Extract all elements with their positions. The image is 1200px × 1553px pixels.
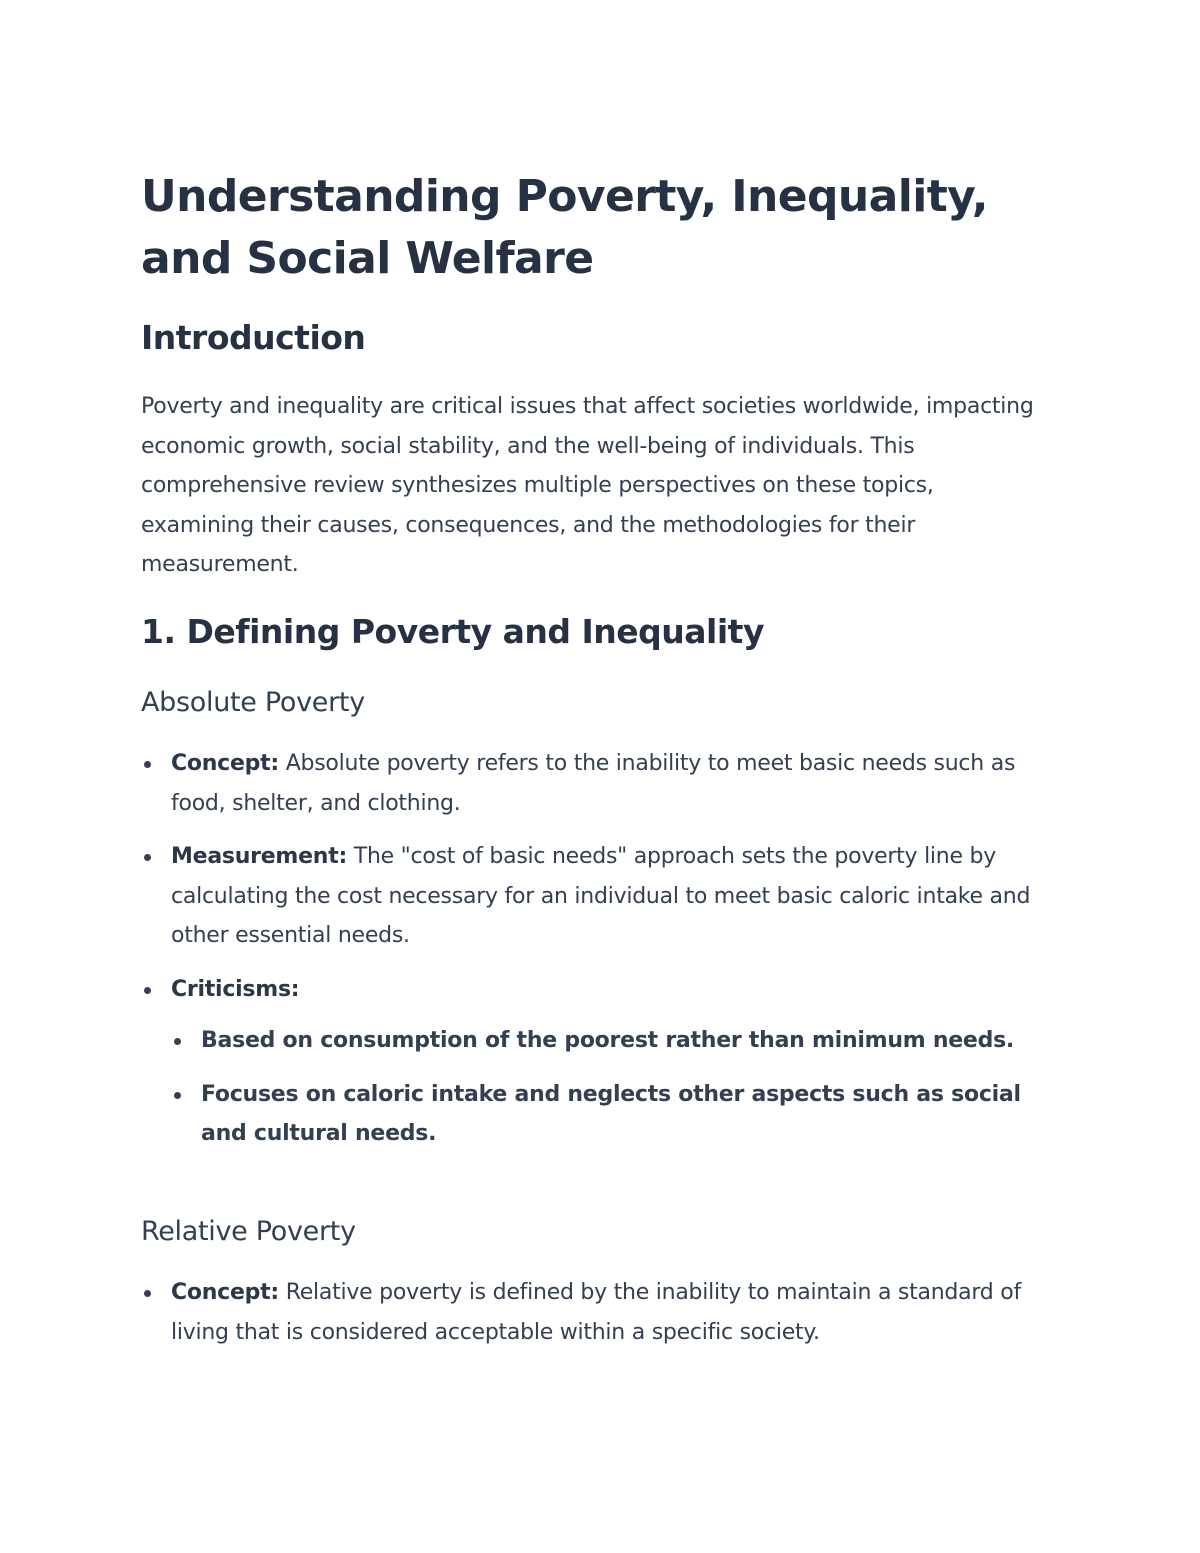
list-item [141,744,1059,823]
concept-label: Concept: [171,751,279,776]
intro-paragraph: Poverty and inequality are critical issues that affect societies worldwide, impacting economic growth, social stability, and the well-being of individuals. This comprehensive review synthesizes multiple perspectives on these topics, examining their causes, consequences, and the methodologies for their measurement. [141,394,1034,577]
list-item [141,1273,1059,1352]
criticisms-label: Criticisms: [171,976,300,1002]
sub-list-item: Based on consumption of the poorest rather than minimum needs. [171,1021,1059,1061]
relative-poverty-list [141,1273,1059,1366]
concept-label: Concept: [171,1280,279,1305]
concept-text: Relative poverty is defined by the inability to maintain a standard of living that is considered acceptable within a specific society. [171,1280,1021,1345]
intro-heading: Introduction [141,318,366,357]
document-title: Understanding Poverty, Inequality, and Social Welfare [141,171,988,284]
measurement-label: Measurement: [171,844,348,869]
sub-list-item: Focuses on caloric intake and neglects other aspects such as social and cultural needs. [171,1075,1059,1154]
list-item [141,837,1059,956]
absolute-poverty-heading: Absolute Poverty [141,687,365,718]
list-item [141,970,1059,1154]
relative-poverty-heading: Relative Poverty [141,1216,356,1247]
absolute-poverty-list [141,744,1059,1168]
criticisms-sublist [171,1021,1059,1154]
concept-text: Absolute poverty refers to the inability to meet basic needs such as food, shelter, and clothing. [171,751,1016,816]
section1-heading: 1. Defining Poverty and Inequality [141,612,764,651]
measurement-text: The "cost of basic needs" approach sets the poverty line by calculating the cost necessary for an individual to meet basic caloric intake and other essential needs. [171,844,1031,948]
